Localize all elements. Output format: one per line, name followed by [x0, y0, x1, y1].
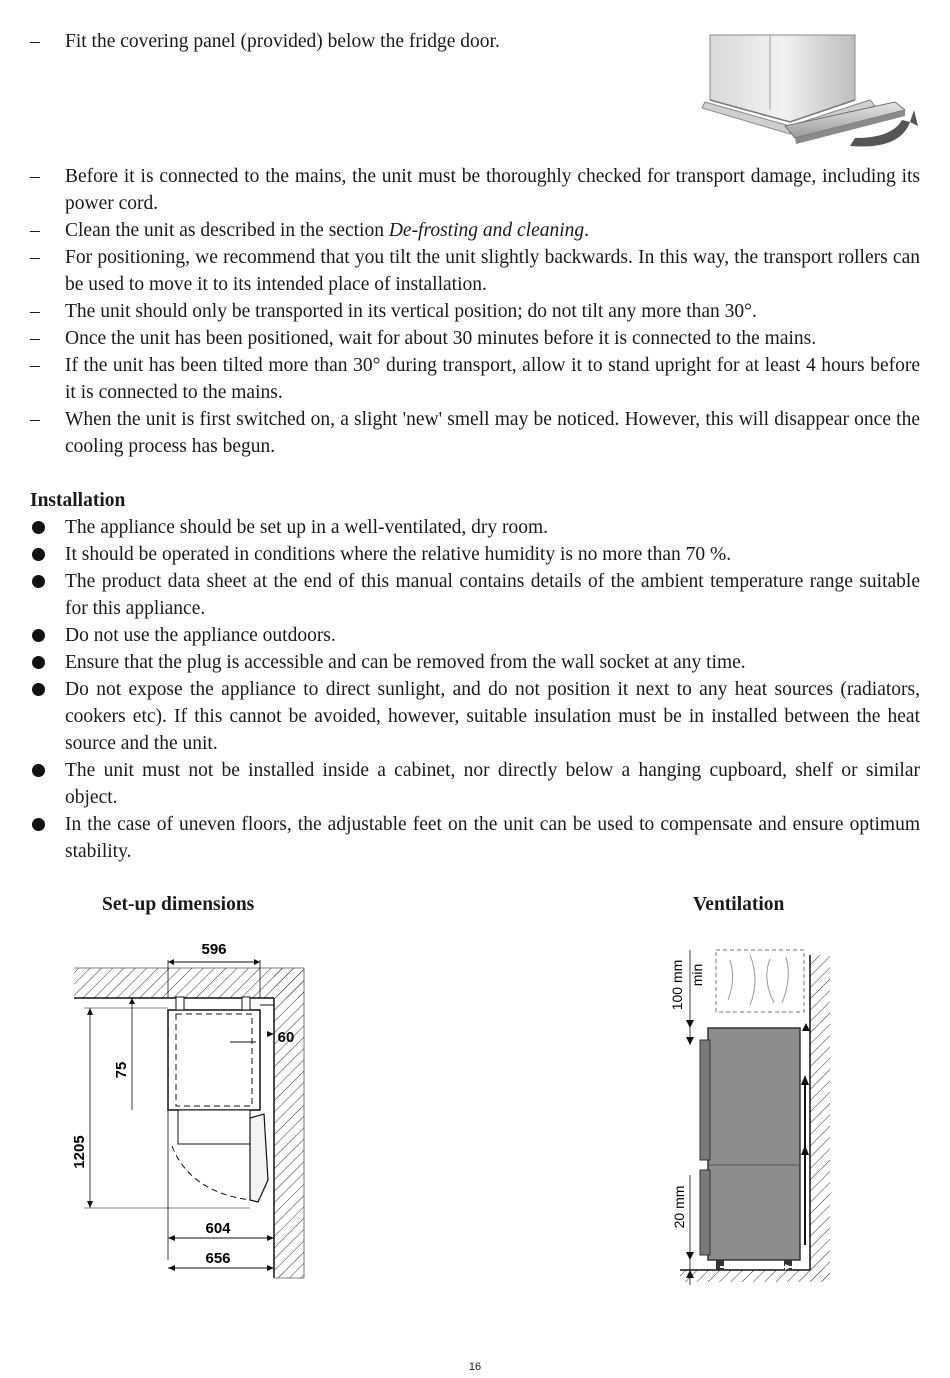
page-number: 16: [468, 1361, 482, 1373]
dash-marker: –: [30, 31, 40, 52]
item-text: The product data sheet at the end of this manual contains details of the ambient temperature range suitable for this appliance.: [65, 571, 920, 619]
dash-marker: –: [30, 409, 40, 430]
dash-marker: –: [30, 355, 40, 376]
side-gap-label: 60: [277, 1029, 295, 1046]
list-item: [30, 541, 920, 568]
item-text: Ensure that the plug is accessible and can be removed from the wall socket at any time.: [65, 652, 746, 673]
bullet-icon: [32, 629, 45, 642]
item-text: Once the unit has been positioned, wait for about 30 minutes before it is connected to the mains.: [65, 328, 817, 349]
item-text: The unit must not be installed inside a cabinet, nor directly below a hanging cupboard, shelf or similar object.: [65, 760, 920, 808]
list-item: [30, 676, 920, 757]
list-item: [30, 352, 920, 406]
item-text: Do not expose the appliance to direct sunlight, and do not position it next to any heat sources (radiators, cookers etc). If this cannot be avoided, however, suitable insulation must be in installed between the heat source and the unit.: [65, 679, 920, 754]
bullet-icon: [32, 575, 45, 588]
bullet-icon: [32, 548, 45, 561]
installation-list: [30, 514, 920, 865]
top-min-label: min: [689, 963, 705, 987]
section-reference: De-frosting and cleaning: [388, 220, 585, 241]
height-label: 1205: [71, 1135, 88, 1169]
list-item: [30, 244, 920, 298]
transport-instructions-list: [30, 163, 920, 460]
item-text: In the case of uneven floors, the adjustable feet on the unit can be used to compensate and ensure optimum stability.: [65, 814, 920, 862]
item-text: The unit should only be transported in its vertical position; do not tilt any more than 30°.: [65, 301, 757, 322]
list-item: [30, 568, 920, 622]
dash-marker: –: [30, 166, 40, 187]
item-text: For positioning, we recommend that you tilt the unit slightly backwards. In this way, the transport rollers can be used to move it to its intended place of installation.: [65, 247, 920, 295]
top-depth-label: 75: [113, 1061, 130, 1079]
instruction-text: Fit the covering panel (provided) below the fridge door.: [65, 31, 500, 52]
item-text-end: .: [584, 220, 590, 241]
item-text: When the unit is first switched on, a slight 'new' smell may be noticed. However, this will disappear once the cooling process has begun.: [65, 409, 920, 457]
dash-marker: –: [30, 328, 40, 349]
item-text: If the unit has been tilted more than 30° during transport, allow it to stand upright for at least 4 hours before it is connected to the mains.: [65, 355, 920, 403]
list-item: [30, 622, 920, 649]
bottom-gap-label: 20 mm: [671, 1185, 687, 1229]
list-item: [30, 649, 920, 676]
bullet-icon: [32, 521, 45, 534]
dash-marker: –: [30, 247, 40, 268]
bullet-icon: [32, 656, 45, 669]
setup-dimensions-diagram: [60, 930, 320, 1285]
setup-dimensions-caption: Set-up dimensions: [102, 894, 255, 915]
list-item: [30, 298, 920, 325]
top-gap-label: 100 mm: [669, 959, 685, 1011]
width-label: 596: [201, 941, 227, 958]
dash-marker: –: [30, 301, 40, 322]
list-item: [30, 163, 920, 217]
covering-panel-instruction: [30, 28, 680, 55]
item-text: It should be operated in conditions where the relative humidity is no more than 70 %.: [65, 544, 732, 565]
bullet-icon: [32, 818, 45, 831]
bullet-icon: [32, 764, 45, 777]
list-item: [30, 406, 920, 460]
item-text: Before it is connected to the mains, the unit must be thoroughly checked for transport damage, including its power cord.: [65, 166, 920, 214]
depth-label: 604: [205, 1220, 231, 1237]
list-item: [30, 811, 920, 865]
bullet-icon: [32, 683, 45, 696]
item-text: Clean the unit as described in the section: [65, 220, 389, 241]
depth-open-label: 656: [205, 1250, 231, 1267]
item-text: Do not use the appliance outdoors.: [65, 625, 336, 646]
covering-panel-illustration: [700, 30, 920, 160]
installation-heading: Installation: [30, 490, 126, 511]
dash-marker: –: [30, 220, 40, 241]
item-text: The appliance should be set up in a well-ventilated, dry room.: [65, 517, 549, 538]
list-item: [30, 514, 920, 541]
list-item: [30, 757, 920, 811]
list-item: [30, 325, 920, 352]
list-item: [30, 217, 920, 244]
ventilation-caption: Ventilation: [693, 894, 785, 915]
ventilation-diagram: [660, 945, 835, 1290]
